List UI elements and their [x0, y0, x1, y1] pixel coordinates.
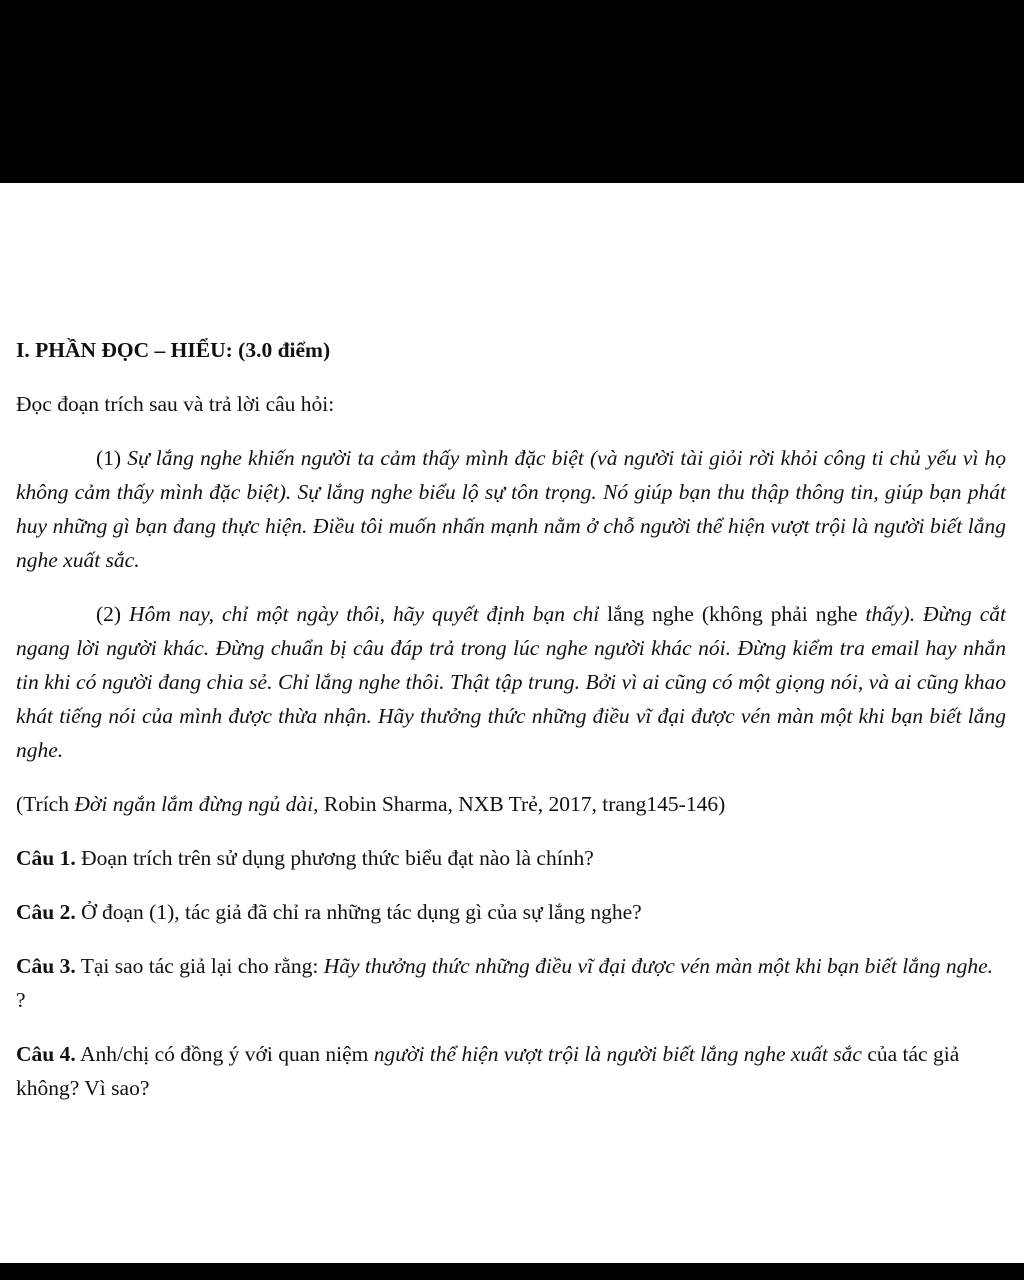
question-1 — [16, 841, 1006, 875]
question-quote: người thể hiện vượt trội là người biết lắng nghe xuất sắc — [373, 1042, 862, 1066]
instruction-text: Đọc đoạn trích sau và trả lời câu hỏi: — [16, 392, 335, 416]
question-text: Ở đoạn (1), tác giả đã chỉ ra những tác dụng gì của sự lắng nghe? — [81, 900, 642, 924]
question-label: Câu 4. — [16, 1042, 76, 1066]
question-text: Đoạn trích trên sử dụng phương thức biểu đạt nào là chính? — [81, 846, 594, 870]
question-label: Câu 1. — [16, 846, 76, 870]
paragraph-text: Sự lắng nghe khiến người ta cảm thấy mình đặc biệt (và người tài giỏi rời khỏi công ti chủ yếu vì họ không cảm thấy mình đặc biệt). Sự lắng nghe biểu lộ sự tôn trọng. Nó giúp bạn thu thập thông tin, giúp bạn phát huy những gì bạn đang thực hiện. Điều tôi muốn nhấn mạnh nằm ở chỗ người thể hiện vượt trội là người biết lắng nghe xuất sắc. — [16, 446, 1007, 572]
question-2 — [16, 895, 1006, 929]
source-citation — [16, 787, 1006, 821]
citation-prefix: (Trích — [16, 792, 69, 816]
question-label: Câu 3. — [16, 954, 76, 978]
question-text: Tại sao tác giả lại cho rằng: — [80, 954, 319, 978]
passage-paragraph-2 — [16, 597, 1006, 767]
paragraph-number: (2) — [96, 602, 122, 626]
paragraph-text-rest: thấy). Đừng cắt ngang lời người khác. Đừng chuẩn bị câu đáp trả trong lúc nghe người khác nói. Đừng kiểm tra email hay nhắn tin khi có người đang chia sẻ. Chỉ lắng nghe thôi. Thật tập trung. Bởi vì ai cũng có một giọng nói, và ai cũng khao khát tiếng nói của mình được thừa nhận. Hãy thưởng thức những điều vĩ đại được vén màn một khi bạn biết lắng nghe. — [16, 602, 1007, 762]
citation-book-title: Đời ngắn lắm đừng ngủ dài, — [74, 792, 319, 816]
question-3 — [16, 949, 1006, 1017]
paragraph-number: (1) — [96, 446, 122, 470]
passage-paragraph-1 — [16, 441, 1006, 577]
paragraph-upright-text: lắng nghe (không phải — [607, 602, 808, 626]
citation-details: Robin Sharma, NXB Trẻ, 2017, trang145-146) — [323, 792, 726, 816]
question-tail: của tác giả không? Vì sao? — [16, 1042, 960, 1100]
section-heading: I. PHẦN ĐỌC – HIỂU: (3.0 điểm) — [16, 338, 331, 362]
top-black-band — [0, 0, 1024, 183]
question-4 — [16, 1037, 1006, 1105]
bottom-black-band — [0, 1263, 1024, 1280]
document-content — [16, 333, 1006, 1125]
paragraph-upright-text-2: nghe — [815, 602, 858, 626]
question-quote: Hãy thưởng thức những điều vĩ đại được vén màn một khi bạn biết lắng nghe. — [323, 954, 994, 978]
question-label: Câu 2. — [16, 900, 76, 924]
question-tail: ? — [16, 988, 26, 1012]
paragraph-text-start: Hôm nay, chỉ một ngày thôi, hãy quyết định bạn chỉ — [129, 602, 600, 626]
document-page — [0, 183, 1024, 1263]
question-text: Anh/chị có đồng ý với quan niệm — [79, 1042, 369, 1066]
